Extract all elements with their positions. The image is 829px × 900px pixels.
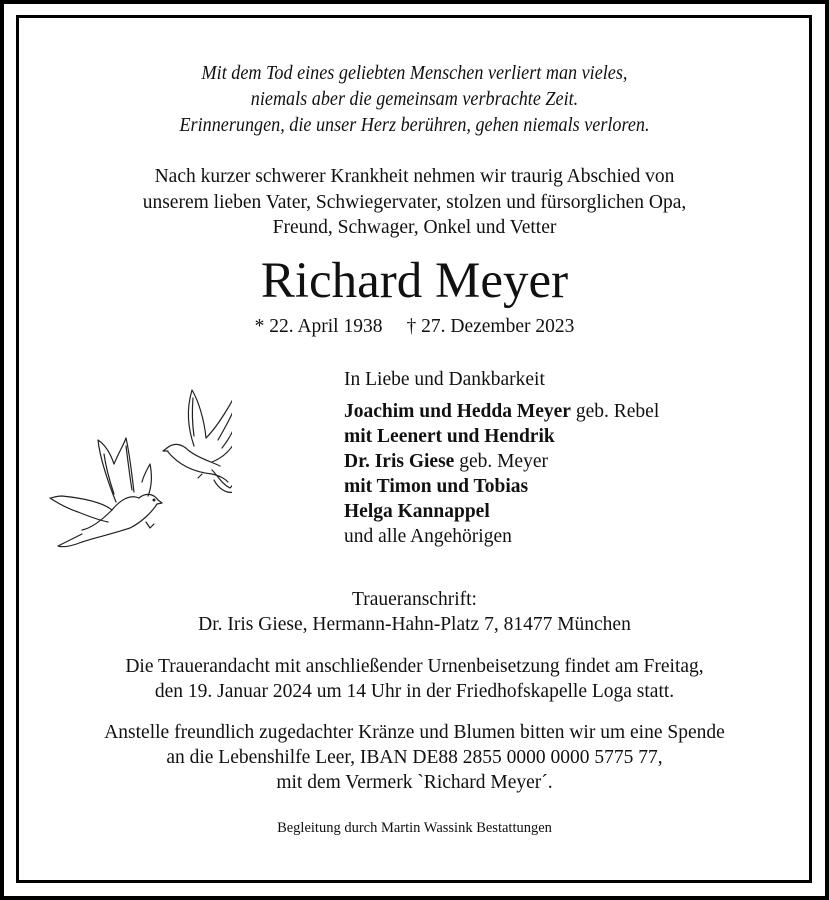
donation-line-3: mit dem Vermerk `Richard Meyer´. — [276, 772, 553, 793]
family-member — [344, 426, 555, 448]
intro-line-1: Nach kurzer schwerer Krankheit nehmen wir traurig Abschied von — [154, 166, 675, 187]
motto-line-2: niemals aber die gemeinsam verbrachte Zeit. — [250, 89, 579, 110]
motto-line-1: Mit dem Tod eines geliebten Menschen verliert man vieles, — [201, 63, 628, 84]
funeral-home-note: Begleitung durch Martin Wassink Bestattungen — [277, 820, 552, 836]
family-member-name: Joachim und Hedda Meyer — [344, 401, 571, 422]
intro-line-3: Freund, Schwager, Onkel und Vetter — [272, 217, 557, 238]
dove-upper-icon — [163, 382, 232, 492]
family-member-note: geb. Meyer — [454, 451, 548, 472]
family-member-name: Helga Kannappel — [344, 501, 490, 522]
family-closing: und alle Angehörigen — [344, 526, 512, 547]
life-dates — [0, 316, 829, 338]
deceased-name: Richard Meyer — [260, 253, 569, 309]
donation-line-2: an die Lebenshilfe Leer, IBAN DE88 2855 0000 0000 5775 77, — [166, 747, 663, 768]
family-member-name: mit Timon und Tobias — [344, 476, 529, 497]
family-member — [344, 451, 548, 473]
birth-date: * 22. April 1938 — [254, 316, 383, 337]
service-line-1: Die Trauerandacht mit anschließender Urnenbeisetzung findet am Freitag, — [125, 656, 704, 677]
intro-line-2: unserem lieben Vater, Schwiegervater, stolzen und fürsorglichen Opa, — [142, 192, 687, 213]
family-member — [344, 476, 528, 498]
service-line-2: den 19. Januar 2024 um 14 Uhr in der Friedhofskapelle Loga statt. — [154, 681, 675, 702]
doves-icon — [42, 370, 232, 560]
donation-line-1: Anstelle freundlich zugedachter Kränze und Blumen bitten wir um eine Spende — [104, 722, 725, 743]
family-member — [344, 501, 490, 523]
family-heading: In Liebe und Dankbarkeit — [344, 369, 545, 390]
address-value: Dr. Iris Giese, Hermann-Hahn-Platz 7, 81477 München — [198, 614, 631, 635]
dove-lower-icon — [50, 438, 162, 547]
motto-line-3: Erinnerungen, die unser Herz berühren, gehen niemals verloren. — [179, 115, 650, 136]
address-label: Traueranschrift: — [352, 589, 477, 610]
family-member-name: Dr. Iris Giese — [344, 451, 455, 472]
family-member — [344, 401, 659, 423]
family-member-note: geb. Rebel — [570, 401, 660, 422]
death-date: † 27. Dezember 2023 — [406, 316, 575, 337]
family-member-name: mit Leenert und Hendrik — [344, 426, 555, 447]
